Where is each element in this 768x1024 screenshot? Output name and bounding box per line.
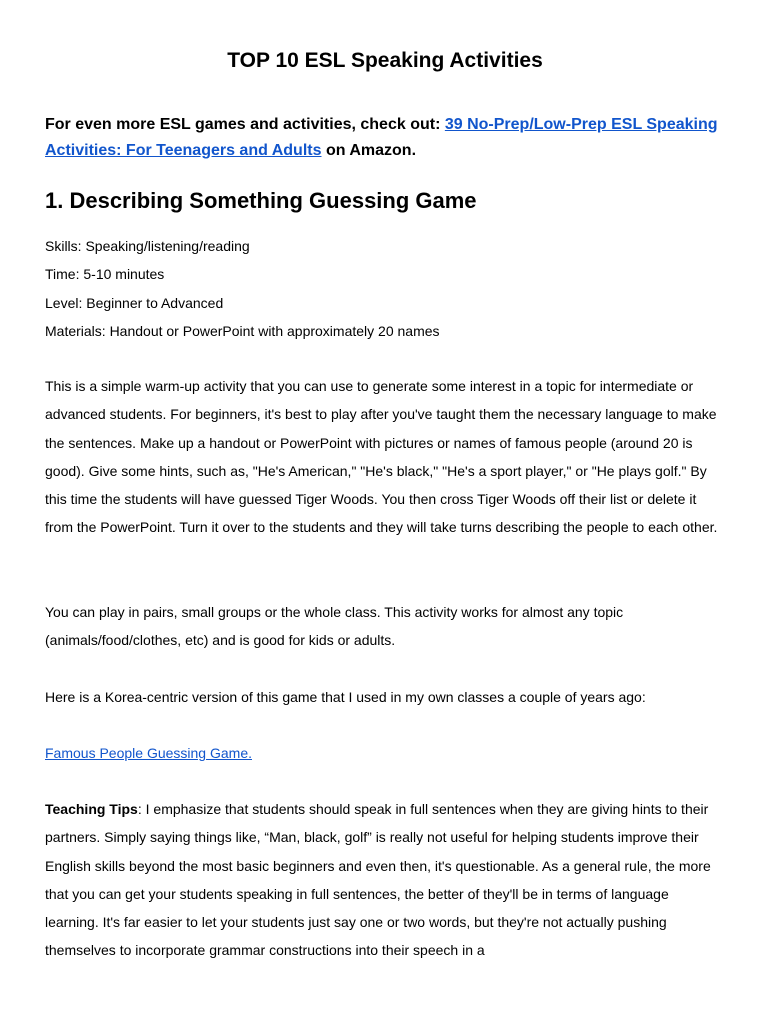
description-paragraph: This is a simple warm-up activity that you can use to generate some interest in a topic for intermediate or advanced students. For beginners, it's best to play after you've taught them the necessary language to make the sentences. Make up a handout or PowerPoint with pictures or names of famous people (around 20 is good). Give some hints, such as, "He's American," "He's black," "He's a sport player," or "He plays golf." By this time the students will have guessed Tiger Woods. You then cross Tiger Woods off their list or delete it from the PowerPoint. Turn it over to the students and they will take turns describing the people to each other. bbox=[45, 378, 718, 536]
intro-suffix: on Amazon. bbox=[321, 142, 417, 159]
amazon-book-link[interactable]: 39 No-Prep/Low-Prep ESL Speaking Activities: For Teenagers and Adults bbox=[45, 116, 718, 159]
meta-level: Level: Beginner to Advanced bbox=[45, 294, 224, 311]
meta-skills: Skills: Speaking/listening/reading bbox=[45, 238, 250, 254]
meta-time: Time: 5-10 minutes bbox=[45, 266, 165, 283]
famous-people-game-link[interactable]: Famous People Guessing Game. bbox=[45, 745, 252, 761]
document-title: TOP 10 ESL Speaking Activities bbox=[227, 49, 543, 72]
intro-prefix: For even more ESL games and activities, check out: bbox=[45, 116, 445, 133]
korea-version-paragraph: Here is a Korea-centric version of this game that I used in my own classes a couple of years ago: bbox=[45, 689, 646, 705]
teaching-tips-label: Teaching Tips bbox=[45, 801, 138, 817]
meta-materials: Materials: Handout or PowerPoint with approximately 20 names bbox=[45, 322, 440, 339]
intro-paragraph bbox=[45, 112, 725, 164]
usage-paragraph: You can play in pairs, small groups or the whole class. This activity works for almost any topic (animals/food/clothes, etc) and is good for kids or adults. bbox=[45, 604, 624, 649]
teaching-tips-text: : I emphasize that students should speak in full sentences when they are giving hints to their partners. Simply saying things like, “Man, black, golf” is really not useful for helping students improve their English skills beyond the most basic beginners and even then, it's questionable. As a general rule, the more that you can get your students speaking in full sentences, the better of they'll be in terms of language learning. It's far easier to let your students just say one or two words, but they're not actually pushing themselves to incorporate grammar constructions into their speech in a bbox=[45, 801, 711, 959]
teaching-tips-paragraph bbox=[45, 795, 725, 965]
section-heading: 1. Describing Something Guessing Game bbox=[45, 188, 477, 213]
game-link-paragraph bbox=[45, 739, 725, 767]
activity-meta-list bbox=[45, 232, 725, 345]
